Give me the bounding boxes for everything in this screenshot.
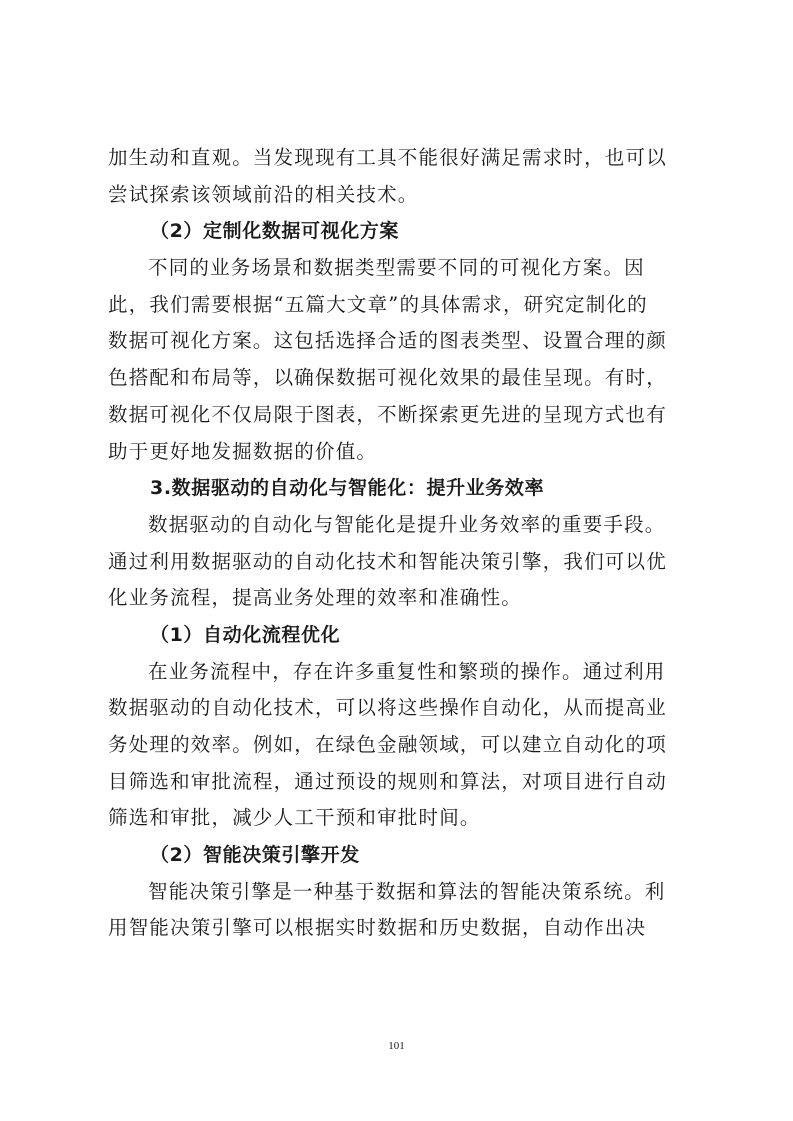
text-line: 数据可视化不仅局限于图表，不断探索更先进的呈现方式也有	[108, 402, 667, 426]
text-line: 化业务流程，提高业务处理的效率和准确性。	[108, 586, 523, 610]
text-line: 筛选和审批，减少人工干预和审批时间。	[108, 806, 481, 830]
page-number: 101	[388, 1040, 405, 1052]
paragraph-start: 在业务流程中，存在许多重复性和繁琐的操作。通过利用	[148, 659, 666, 683]
section-heading: 3.数据驱动的自动化与智能化：提升业务效率	[150, 477, 545, 500]
text-line: 务处理的效率。例如，在绿色金融领域，可以建立自动化的项	[108, 733, 667, 756]
text-line: 数据驱动的自动化技术，可以将这些操作自动化，从而提高业	[108, 696, 667, 720]
section-heading: （2）智能决策引擎开发	[150, 844, 360, 867]
text-line: 助于更好地发掘数据的价值。	[108, 439, 378, 463]
text-line: 色搭配和布局等，以确保数据可视化效果的最佳呈现。有时，	[108, 366, 667, 390]
section-heading: （1）自动化流程优化	[150, 623, 341, 646]
text-line: 用智能决策引擎可以根据实时数据和历史数据，自动作出决	[108, 916, 647, 940]
paragraph-start: 不同的业务场景和数据类型需要不同的可视化方案。因	[148, 256, 645, 280]
body-text	[108, 140, 688, 947]
text-line: 目筛选和审批流程，通过预设的规则和算法，对项目进行自动	[108, 769, 667, 793]
text-line: 此，我们需要根据“五篇大文章”的具体需求，研究定制化的	[108, 292, 648, 316]
text-line: 通过利用数据驱动的自动化技术和智能决策引擎，我们可以优	[108, 549, 667, 573]
text-line: 加生动和直观。当发现现有工具不能很好满足需求时，也可以	[108, 146, 667, 169]
text-line: 数据可视化方案。这包括选择合适的图表类型、设置合理的颜	[108, 329, 667, 353]
paragraph-start: 智能决策引擎是一种基于数据和算法的智能决策系统。利	[148, 879, 666, 903]
paragraph-start: 数据驱动的自动化与智能化是提升业务效率的重要手段。	[148, 512, 666, 536]
section-heading: （2）定制化数据可视化方案	[150, 220, 400, 243]
text-line: 尝试探索该领域前沿的相关技术。	[108, 182, 419, 206]
